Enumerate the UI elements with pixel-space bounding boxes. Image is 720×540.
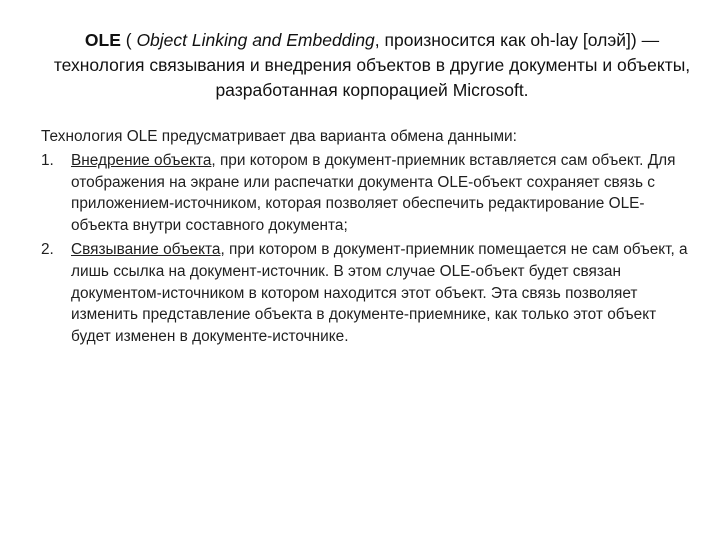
list-item-term: Внедрение объекта: [71, 151, 212, 169]
list-item-text: , при котором в документ-приемник помещается не сам объект, а лишь ссылка на документ-источник. В этом случае OLE-объект будет связан документом-источником в котором находится этот объект. Эта связь позволяет изменить представление объекта в документе-приемнике, как только этот объект будет изменен в документе-источнике.: [71, 240, 688, 346]
list-item-linking: [41, 239, 691, 348]
slide-title: [52, 28, 692, 103]
title-term: OLE: [84, 30, 121, 50]
intro-paragraph: Технология OLE предусматривает два варианта обмена данными:: [41, 128, 517, 145]
list-number: 1.: [41, 151, 54, 169]
list-item-term: Связывание объекта: [71, 240, 221, 258]
exchange-options-list: [41, 150, 691, 348]
list-item-text: , при котором в документ-приемник вставляется сам объект. Для отображения на экране или распечатки документа OLE-объект сохраняет связь с приложением-источником, которая позволяет обеспечить редактирование OLE-объекта внутри составного документа;: [71, 151, 676, 235]
title-open-paren: (: [120, 30, 137, 50]
list-number: 2.: [41, 240, 54, 258]
title-english-term: Object Linking and Embedding: [136, 30, 375, 50]
slide-body: [41, 126, 691, 350]
title-definition: , произносится как oh-lay [олэй]) — технология связывания и внедрения объектов в другие документы и объекты, разработанная корпорацией Microsoft.: [53, 30, 691, 100]
list-item-embedding: [41, 150, 691, 237]
